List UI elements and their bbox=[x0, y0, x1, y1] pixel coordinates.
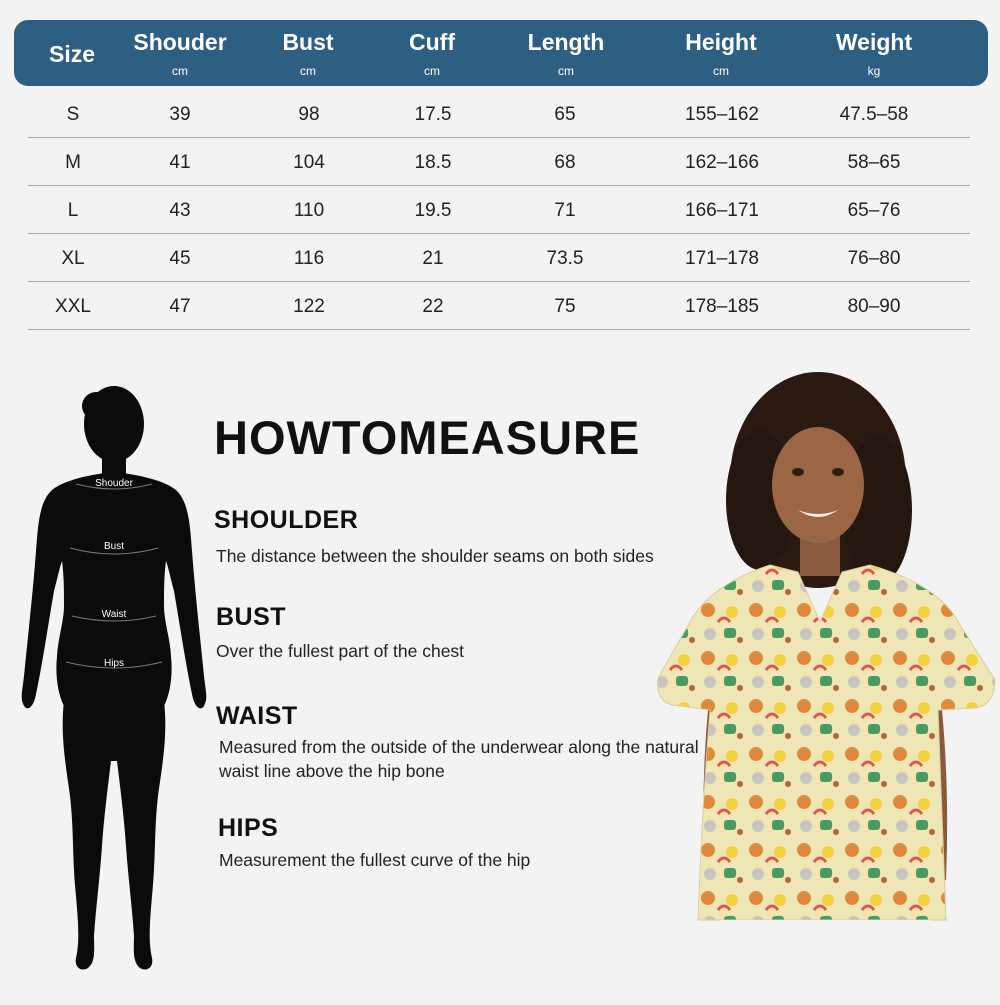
cell-weight: 80–90 bbox=[847, 296, 901, 317]
table-row bbox=[28, 234, 970, 282]
header-height-unit: cm bbox=[713, 64, 729, 78]
how-to-measure-title: HOWTOMEASURE bbox=[214, 411, 641, 464]
cell-bust: 116 bbox=[293, 248, 325, 269]
model-photo bbox=[650, 360, 1000, 1000]
measure-desc-shoulder: The distance between the shoulder seams on both sides bbox=[216, 546, 654, 566]
header-shoulder-unit: cm bbox=[172, 64, 188, 78]
size-table-body bbox=[28, 90, 970, 330]
silhouette-label-hips: Hips bbox=[103, 658, 125, 669]
table-row bbox=[28, 138, 970, 186]
cell-weight: 76–80 bbox=[847, 248, 901, 269]
table-row bbox=[28, 90, 970, 138]
cell-height: 171–178 bbox=[685, 248, 759, 269]
cell-length: 75 bbox=[554, 296, 576, 317]
cell-cuff: 22 bbox=[422, 296, 444, 317]
model-illustration bbox=[650, 360, 1000, 1000]
table-row bbox=[28, 186, 970, 234]
measure-desc-hips: Measurement the fullest curve of the hip bbox=[219, 850, 531, 870]
header-length-label: Length bbox=[527, 29, 605, 55]
cell-cuff: 19.5 bbox=[414, 200, 452, 221]
cell-length: 68 bbox=[554, 152, 576, 173]
measure-title-bust: BUST bbox=[216, 603, 287, 631]
cell-size: XXL bbox=[55, 296, 91, 317]
cell-bust: 122 bbox=[293, 296, 325, 317]
cell-bust: 104 bbox=[293, 152, 325, 173]
header-height-label: Height bbox=[685, 29, 757, 55]
header-bust-label: Bust bbox=[282, 29, 334, 55]
size-table-header bbox=[14, 20, 988, 86]
table-row bbox=[28, 282, 970, 330]
silhouette-label-shoulder: Shouder bbox=[95, 478, 133, 489]
silhouette-label-waist: Waist bbox=[101, 609, 127, 620]
cell-height: 166–171 bbox=[685, 200, 759, 221]
cell-cuff: 21 bbox=[422, 248, 444, 269]
cell-size: S bbox=[66, 104, 80, 125]
body-silhouette bbox=[14, 376, 214, 981]
cell-height: 162–166 bbox=[685, 152, 759, 173]
header-length-unit: cm bbox=[558, 64, 574, 78]
cell-shoulder: 39 bbox=[169, 104, 191, 125]
header-shoulder-label: Shouder bbox=[133, 29, 227, 55]
header-cuff-unit: cm bbox=[424, 64, 440, 78]
cell-shoulder: 47 bbox=[169, 296, 191, 317]
header-bust-unit: cm bbox=[300, 64, 316, 78]
cell-shoulder: 41 bbox=[169, 152, 191, 173]
cell-length: 71 bbox=[554, 200, 576, 221]
header-weight-unit: kg bbox=[867, 64, 881, 78]
measure-title-waist: WAIST bbox=[216, 702, 298, 730]
cell-shoulder: 43 bbox=[169, 200, 191, 221]
cell-length: 65 bbox=[554, 104, 576, 125]
cell-height: 178–185 bbox=[685, 296, 759, 317]
cell-weight: 58–65 bbox=[847, 152, 901, 173]
measure-desc-waist: Measured from the outside of the underwear along the natural waist line above the hip bone bbox=[219, 737, 699, 781]
body-silhouette-figure bbox=[14, 376, 214, 981]
measure-desc-bust: Over the fullest part of the chest bbox=[216, 641, 465, 661]
header-weight-label: Weight bbox=[835, 29, 913, 55]
cell-cuff: 18.5 bbox=[414, 152, 452, 173]
cell-size: XL bbox=[61, 248, 85, 269]
header-size-label: Size bbox=[48, 41, 96, 67]
cell-size: L bbox=[67, 200, 79, 221]
header-cuff-label: Cuff bbox=[409, 29, 455, 55]
cell-weight: 65–76 bbox=[847, 200, 901, 221]
cell-bust: 110 bbox=[293, 200, 325, 221]
cell-shoulder: 45 bbox=[169, 248, 191, 269]
silhouette-label-bust: Bust bbox=[103, 541, 125, 552]
cell-bust: 98 bbox=[298, 104, 320, 125]
cell-weight: 47.5–58 bbox=[839, 104, 909, 125]
measure-title-hips: HIPS bbox=[218, 814, 279, 842]
measure-title-shoulder: SHOULDER bbox=[214, 506, 359, 534]
cell-height: 155–162 bbox=[685, 104, 759, 125]
cell-cuff: 17.5 bbox=[414, 104, 452, 125]
cell-size: M bbox=[65, 152, 81, 173]
cell-length: 73.5 bbox=[546, 248, 584, 269]
